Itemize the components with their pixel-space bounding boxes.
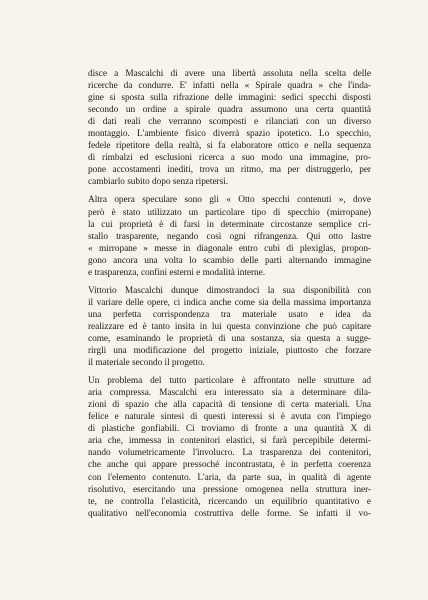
text-line: come, esaminando le proprietà di una sostanza, sia questa a sugge- [88, 333, 371, 344]
text-line: con l'elemento contenuto. L'aria, da parte sua, in qualità di agente [88, 472, 371, 483]
paragraph [88, 194, 371, 278]
text-line: gono ancora una volta lo scambio delle parti alternando immagine [88, 255, 371, 266]
text-line: montaggio. L'ambiente fisico diverrà spazio ipotetico. Lo specchio, [88, 129, 371, 140]
text-line: Un problema del tutto particolare è affrontato nelle strutture ad [88, 376, 371, 387]
text-line: però è stato utilizzato un particolare tipo di specchio (mirropane) [88, 207, 371, 218]
text-line: e trasparenza, confini esterni e modalità interne. [88, 267, 266, 278]
text-line: ricerche da condurre. E' infatti nella « Spirale quadra » che l'inda- [88, 81, 371, 92]
text-line: di plastiche gonfiabili. Ci troviamo di fronte a una quantità X di [88, 424, 371, 435]
text-line: Altra opera speculare sono gli « Otto specchi contenuti », dove [88, 195, 371, 206]
text-line: felice e naturale sintesi di questi interessi si è avuta con l'impiego [88, 412, 371, 423]
text-line: te, ne controlla l'elasticità, ricercando un equilibrio quantitativo e [88, 496, 371, 507]
text-line: pone accostamenti inediti, trova un ritmo, ma per distruggerlo, per [88, 165, 371, 176]
text-line: di dati reali che verranno scomposti e rilanciati con un diverso [88, 117, 371, 128]
text-line: Vittorio Mascalchi dunque dimostrandoci la sua disponibilità con [88, 285, 371, 296]
text-line: « mirropane » messe in diagonale entro cubi di plexiglas, propon- [88, 243, 371, 254]
text-line: zioni di spazio che alla capacità di tensione di certa materiali. Una [88, 400, 371, 411]
text-line: fedele ripetitore della realtà, si fa elaboratore ottico e nella sequenza [88, 141, 371, 152]
text-line: il variare delle opere, ci indica anche come sia della massima importanza [88, 297, 371, 308]
text-line: realizzare ed è tanto insita in lui questa convinzione che può capitare [88, 321, 371, 332]
text-line: aria compressa. Mascalchi era interessato sia a determinare dila- [88, 388, 371, 399]
text-line: il materiale secondo il progetto. [88, 358, 205, 369]
paragraph [88, 375, 371, 520]
paragraph [88, 68, 371, 188]
text-line: secondo un ordine a spirale quadra assumono una certa quantità [88, 105, 371, 116]
text-line: risolutivo, esercitando una pressione omogenea nella struttura iner- [88, 484, 371, 495]
text-line: nando volumetricamente l'involucro. La trasparenza dei contenitori, [88, 448, 371, 459]
text-line: rirgli una modificazione del progetto iniziale, piuttosto che forzare [88, 346, 371, 357]
text-line: cambiarlo subito dopo senza ripetersi. [88, 177, 229, 188]
text-line: una perfetta corrispondenza tra materiale usato e idea da [88, 309, 371, 320]
text-line: la cui proprietà è di farsi in determinate circostanze semplice cri- [88, 219, 371, 230]
text-line: disce a Mascalchi di avere una libertà assoluta nella scelta delle [88, 69, 371, 79]
text-line: stallo trasparente, negando così ogni rifrangenza. Qui otto lastre [88, 231, 371, 242]
text-line: di rimbalzi ed esclusioni ricerca a suo modo una immagine, pro- [88, 153, 371, 164]
text-line: che anche qui appare pressoché incontrastata, è in perfetta coerenza [88, 460, 371, 471]
body-text [88, 68, 371, 526]
text-line: gine si sposta sulla rifrazione delle immagini: sedici specchi disposti [88, 93, 371, 104]
paragraph [88, 285, 371, 369]
text-line: aria che, immessa in contenitori elastici, si farà percepibile determi- [88, 436, 371, 447]
text-line: qualitativo nell'economia costruttiva delle forme. Se infatti il vo- [88, 508, 371, 519]
